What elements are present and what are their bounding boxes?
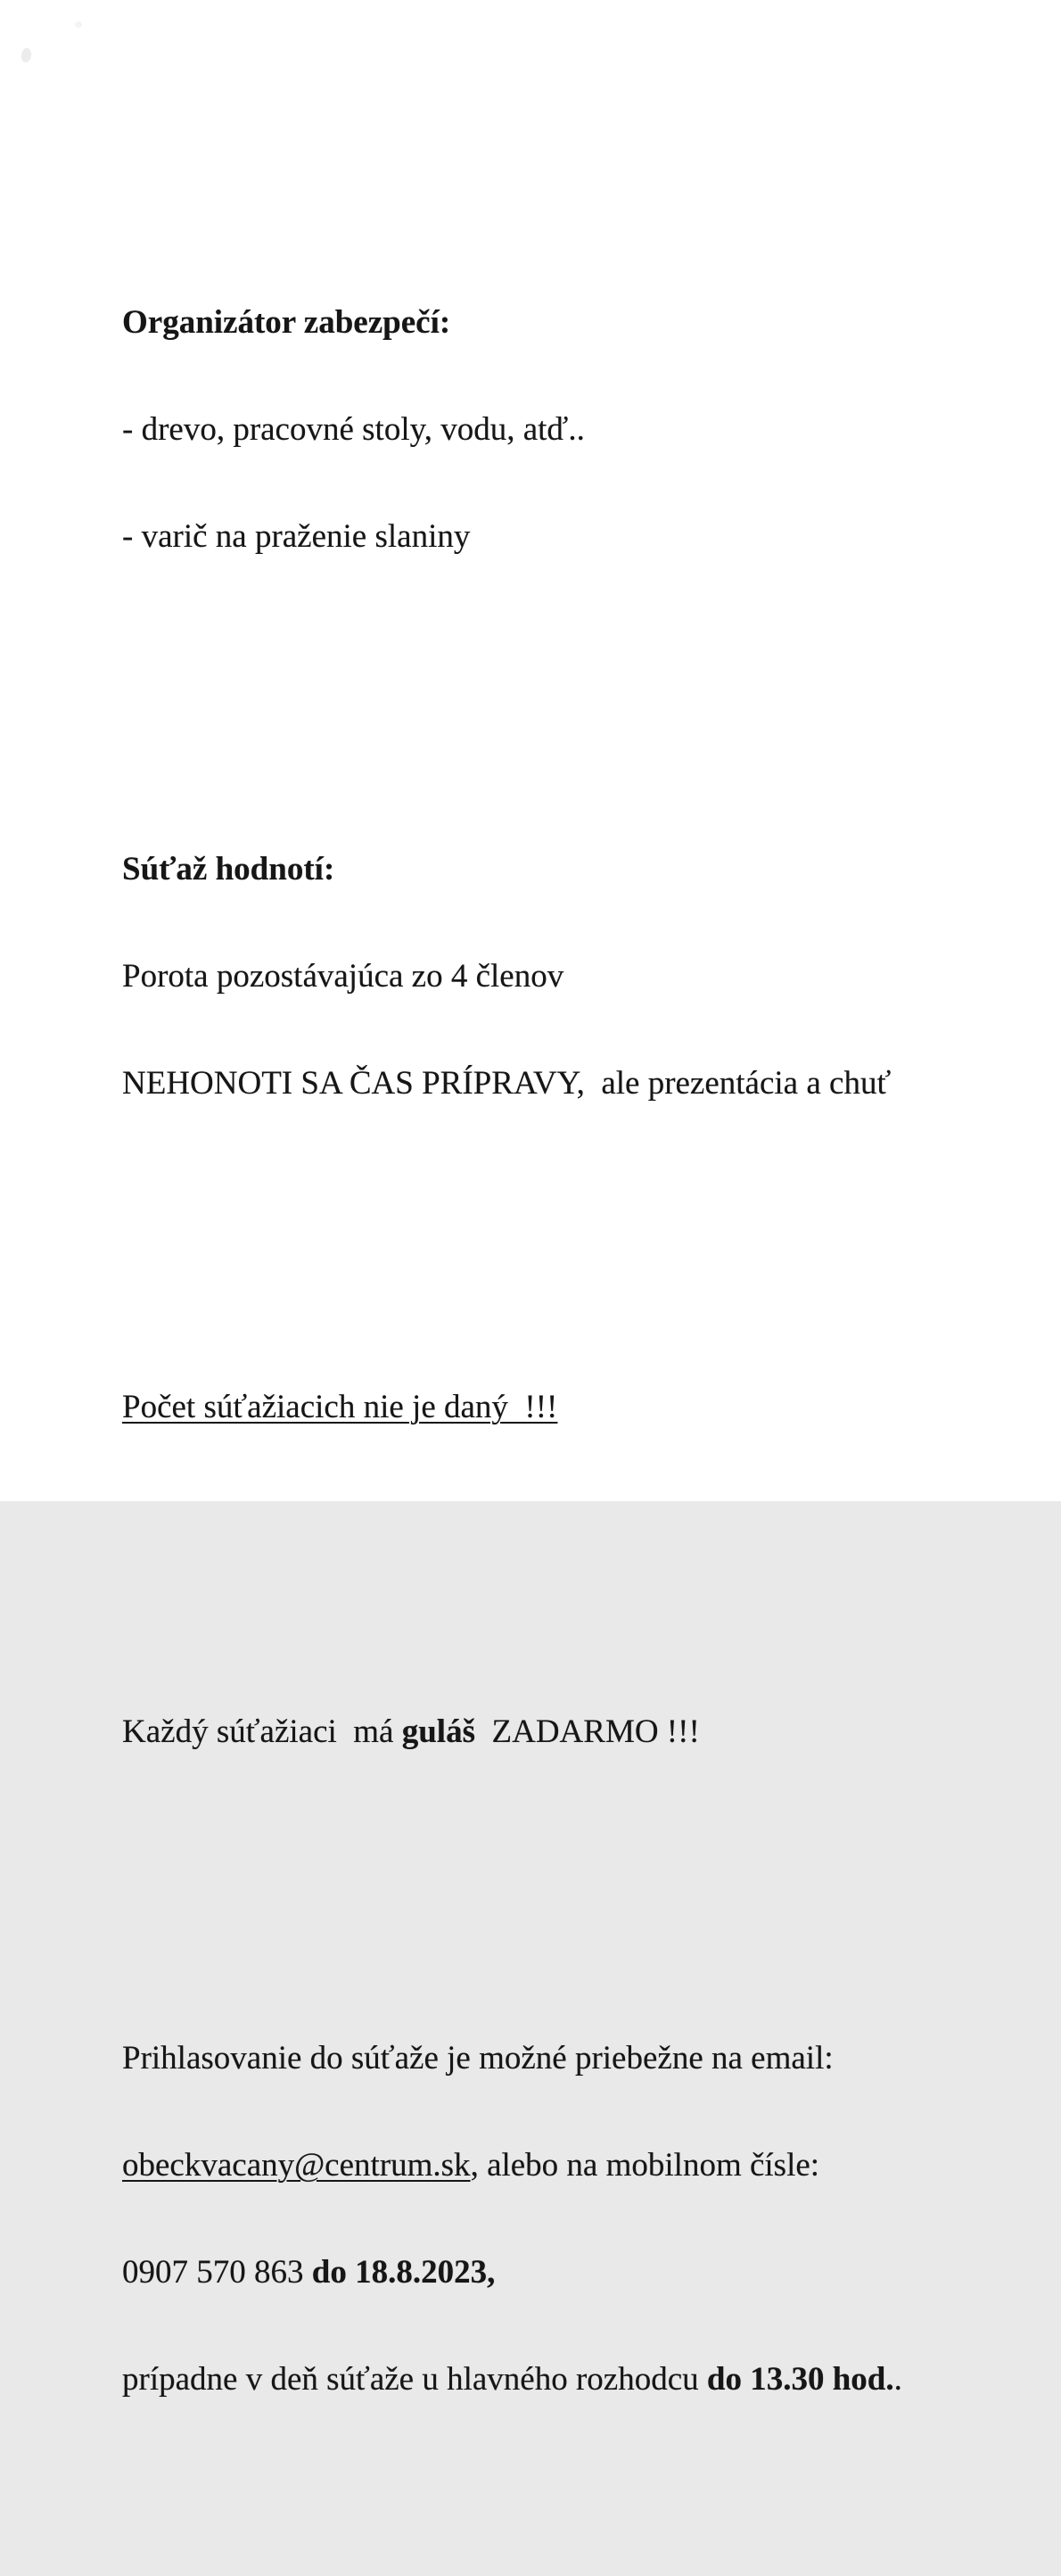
registration-section	[122, 1969, 1005, 2469]
free-gulas-prefix: Každý súťažiaci má	[122, 1713, 402, 1750]
participants-count-line	[122, 1390, 1005, 1425]
registration-dayof-suffix: .	[893, 2361, 902, 2398]
scan-artifact-smudge	[20, 47, 32, 63]
participants-count-section	[122, 1318, 1005, 1497]
free-gulas-section	[122, 1643, 1005, 1821]
participants-count-underlined-text: Počet súťažiacich nie je daný !!!	[122, 1389, 558, 1425]
registration-deadline-date: do 18.8.2023,	[311, 2254, 496, 2291]
registration-phone-line	[122, 2255, 1005, 2291]
registration-dayof-prefix: prípadne v deň súťaže u hlavného rozhodcu	[122, 2361, 707, 2398]
organizer-item-wood: - drevo, pracovné stoly, vodu, atď..	[122, 411, 585, 448]
organizer-item-cooker: - varič na praženie slaniny	[122, 518, 471, 555]
document-content	[122, 127, 1005, 2576]
jury-members-line: Porota pozostávajúca zo 4 členov	[122, 958, 564, 995]
registration-dayof-line	[122, 2362, 1005, 2398]
organizer-section	[122, 234, 1005, 626]
free-gulas-line	[122, 1714, 1005, 1750]
jury-criteria-line: NEHONOTI SA ČAS PRÍPRAVY, ale prezentácia a chuť	[122, 1065, 892, 1102]
jury-section	[122, 780, 1005, 1173]
registration-email-line	[122, 2148, 1005, 2184]
registration-intro-line: Prihlasovanie do súťaže je možné priebežne na email:	[122, 2040, 834, 2076]
phone-number: 0907 570 863	[122, 2254, 312, 2291]
email-address: obeckvacany@centrum.sk	[122, 2147, 471, 2184]
registration-email-line-rest: , alebo na mobilnom čísle:	[470, 2147, 820, 2184]
free-gulas-suffix: ZADARMO !!!	[475, 1713, 700, 1750]
registration-dayof-time: do 13.30 hod.	[706, 2361, 894, 2398]
jury-heading: Súťaž hodnotí:	[122, 851, 335, 888]
free-gulas-bold-word: guláš	[401, 1713, 475, 1750]
scan-artifact-dot	[75, 21, 82, 28]
organizer-heading: Organizátor zabezpečí:	[122, 304, 451, 341]
